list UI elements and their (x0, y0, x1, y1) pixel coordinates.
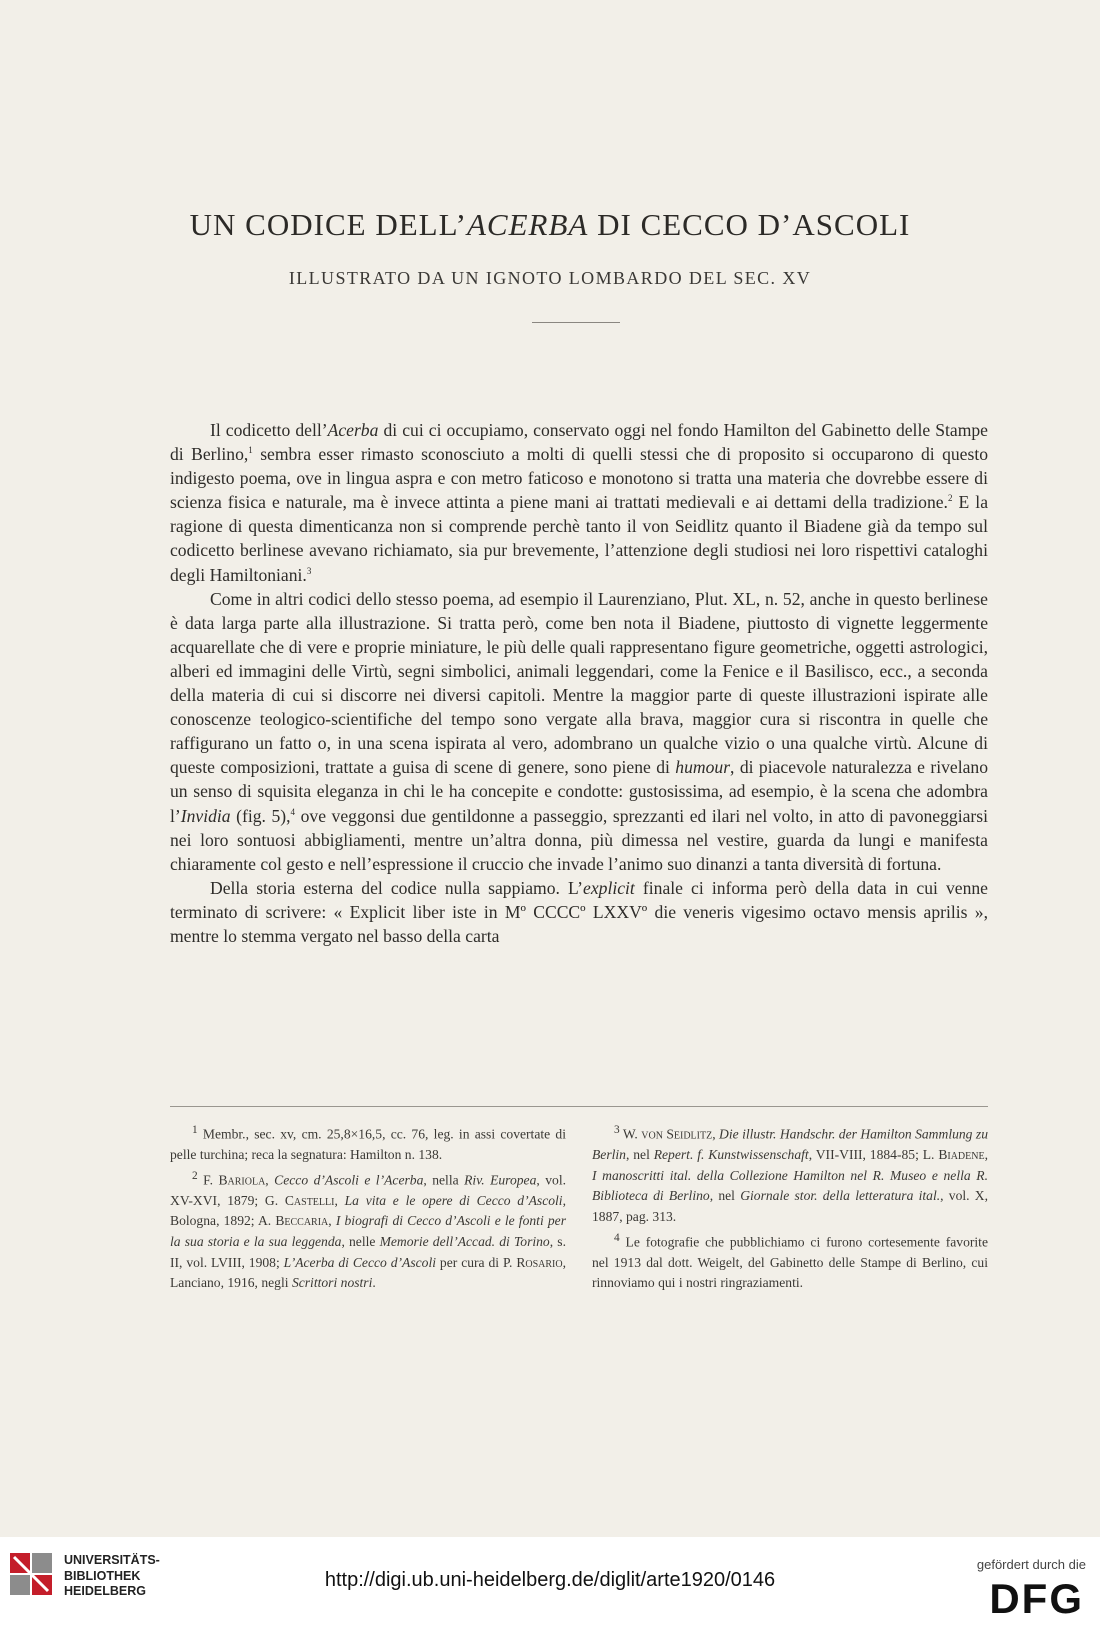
footnotes-left-column (170, 1120, 566, 1294)
footnote-1: $^1$ Membr., sec. xv, cm. 25,8×16,5, cc. 76, leg. in assi covertate di pelle turchina; reca la segnatura: Hamilton n. 138. (170, 1124, 566, 1163)
article-body (170, 418, 988, 948)
permalink-url[interactable]: http://digi.ub.uni-heidelberg.de/diglit/arte1920/0146 (324, 1569, 776, 1591)
footnote-ref-4: 4 (290, 806, 296, 817)
footnote-4: $^4$ Le fotografie che pubblichiamo ci furono cortesemente favorite nel 1913 dal dott. Weigelt, del Gabinetto delle Stampe di Berlino, cui rinnoviamo qui i nostri ringraziamenti. (592, 1231, 988, 1291)
footnotes-right-column (592, 1120, 988, 1294)
paragraph-2: Come in altri codici dello stesso poema, ad esempio il Laurenziano, Plut. XL, n. 52, anche in questo berlinese è data larga parte alla illustrazione. Si tratta però, come ben nota il Biadene, piuttosto di vignette leggermente acquarellate che di vere e proprie miniature, le più delle quali rappresentano figure geometriche, oggetti astrologici, alberi ed immagini delle Virtù, segni simbolici, animali leggendari, come la Fenice e il Basilisco, ecc., a seconda della materia di cui si discorre nei diversi capitoli. Mentre la maggior parte di queste illustrazioni ispirate alle conoscenze teologico-scientifiche del tempo sono vergate alla brava, maggior cura si riscontra in quelle che raffigurano un fatto o, in una scena ispirata al vero, adombrano un qualche vizio o una qualche virtù. Alcune di queste composizioni, trattate a guisa di scene di genere, sono piene di humour, di piacevole naturalezza e rivelano un senso di squisita eleganza in chi le ha concepite e condotte: gustosissima, ad esempio, è la scena che adombra l’Invidia (fig. 5),$^4$ ove veggonsi due gentildonne a passeggio, sprezzanti ed ilari nel volto, in atto di pavoneggiarsi nei loro sontuosi abbigliamenti, mentre un’altra donna, più dimessa nel vestire, guarda da lungi e manifesta chiaramente col gesto e nell’espressione il cruccio che invade l’animo suo dinanzi a tanta diversità di fortuna. (170, 588, 988, 874)
footnote-3: $^3$ W. von Seidlitz, Die illustr. Handschr. der Hamilton Sammlung zu Berlin, nel Repert. f. Kunstwissenschaft, VII-VIII, 1884-85; L. Biadene, I manoscritti ital. della Collezione Hamilton nel R. Museo e nella R. Biblioteca di Berlino, nel Giornale stor. della letteratura ital., vol. X, 1887, pag. 313. (592, 1124, 989, 1224)
footnote-2: $^2$ F. Bariola, Cecco d’Ascoli e l’Acerba, nella Riv. Europea, vol. XV-XVI, 1879; G. Castelli, La vita e le opere di Cecco d’Ascoli, Bologna, 1892; A. Beccaria, I biografi di Cecco d’Ascoli e le fonti per la sua storia e la sua leggenda, nelle Memorie dell’Accad. di Torino, s. II, vol. LVIII, 1908; L’Acerba di Cecco d’Ascoli per cura di P. Rosario, Lanciano, 1916, negli Scrittori nostri. (170, 1169, 567, 1291)
paragraph-3: Della storia esterna del codice nulla sappiamo. L’explicit finale ci informa però della data in cui venne terminato di scrivere: « Explicit liber iste in Mº CCCCº LXXVº die veneris vigesimo octavo mensis aprilis », mentre lo stemma vergato nel basso della carta (170, 877, 988, 946)
dfg-logo: DFG (989, 1575, 1084, 1622)
footnote-separator (170, 1106, 988, 1107)
funding-caption: gefördert durch die (976, 1557, 1086, 1572)
footnote-ref-2: 2 (947, 493, 953, 504)
article-subtitle: ILLUSTRATO DA UN IGNOTO LOMBARDO DEL SEC. XV (288, 268, 812, 288)
viewer-footer (0, 1537, 1100, 1629)
footnote-ref-1: 1 (248, 445, 253, 456)
article-title: UN CODICE DELL’ACERBA DI CECCO D’ASCOLI (189, 207, 911, 242)
library-name: UNIVERSITÄTS- BIBLIOTHEK HEIDELBERG (64, 1553, 160, 1598)
title-divider (532, 322, 620, 323)
paragraph-1: Il codicetto dell’Acerba di cui ci occupiamo, conservato oggi nel fondo Hamilton del Gabinetto delle Stampe di Berlino,$^1$ sembra esser rimasto sconosciuto a molti di quelli stessi che di proposito si occuparono di questo indigesto poema, ove in lingua aspra e con metro faticoso e monotono si tratta una materia che dovrebbe essere di scienza fisica e naturale, ma è invece attinta a piene mani ai trattati medievali e ai dettami della tradizione.$^2$ E la ragione di questa dimenticanza non si comprende perchè tanto il von Seidlitz quanto il Biadene già da tempo sul codicetto berlinese avevano richiamato, sia pur brevemente, l’attenzione degli studiosi nei loro rispettivi cataloghi degli Hamiltoniani.$^3$ (170, 420, 989, 585)
footnote-ref-3: 3 (306, 565, 312, 576)
